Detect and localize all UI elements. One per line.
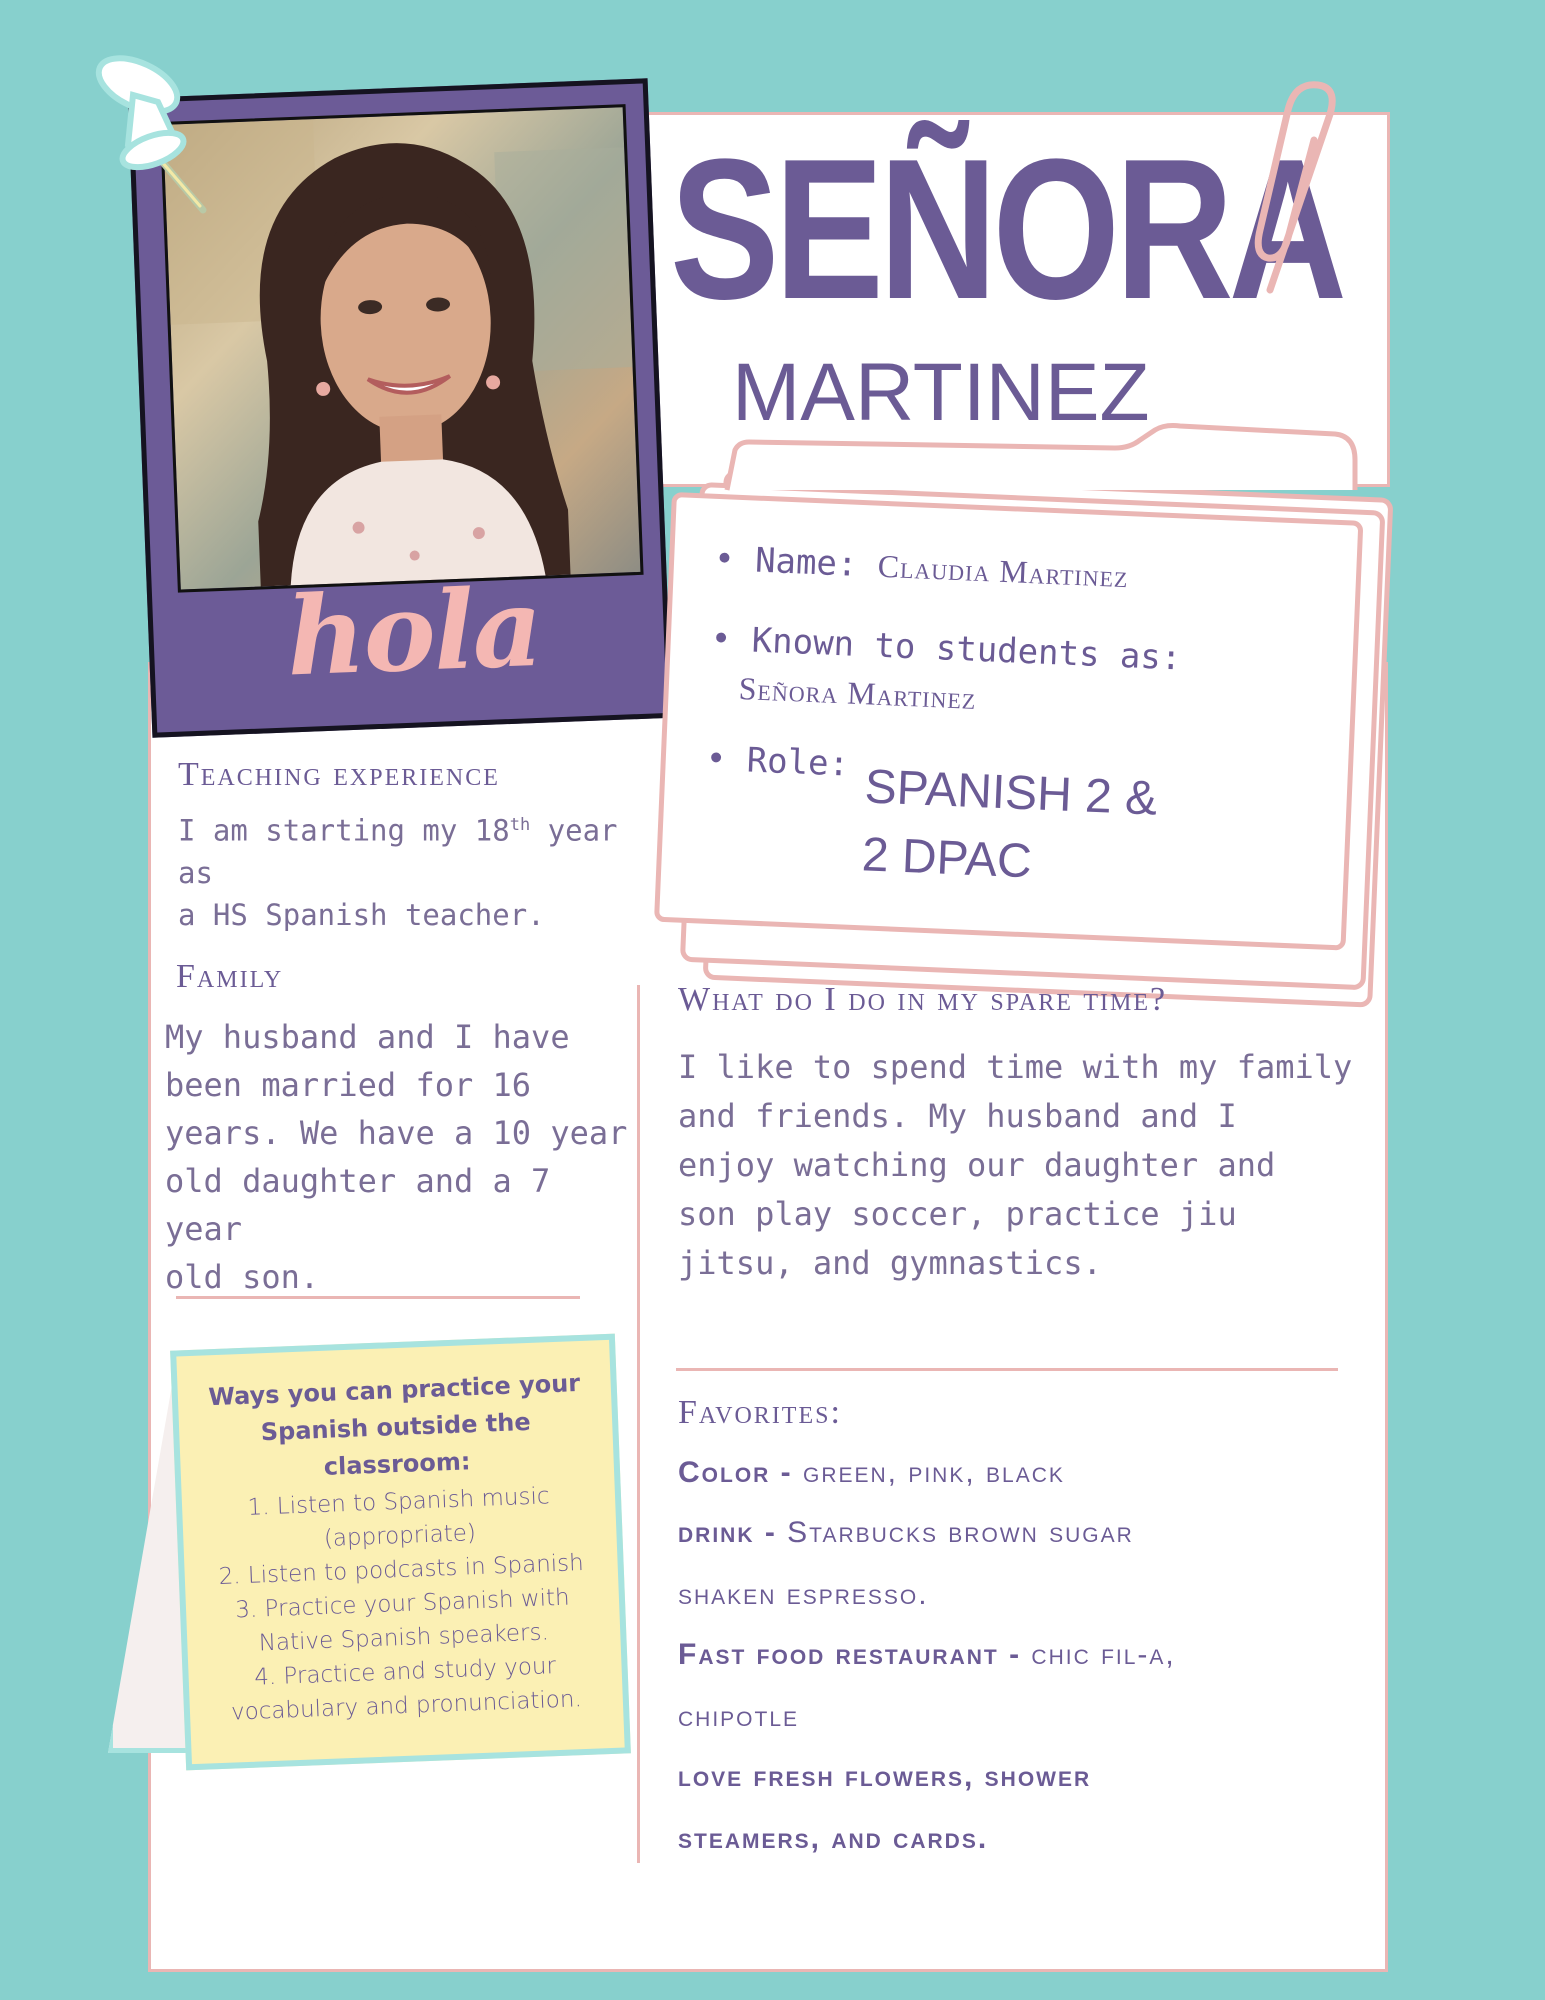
- favorite-food-value: chic fil-a,: [1021, 1638, 1176, 1671]
- family-line: old daughter and a 7 year: [165, 1162, 551, 1248]
- favorite-food-label: Fast food restaurant -: [678, 1638, 1022, 1671]
- favorite-color-label: Color -: [678, 1456, 793, 1489]
- practice-item: 3. Practice your Spanish with Native Spanish speakers.: [234, 1584, 571, 1657]
- family-line: years. We have a 10 year: [165, 1114, 628, 1152]
- spare-time-line: jitsu, and gymnastics.: [678, 1244, 1102, 1282]
- teaching-line-1: I am starting my 18th year as: [178, 813, 618, 890]
- role-value-line2: 2 DPAC: [860, 828, 1033, 889]
- role-label: Role:: [745, 740, 850, 785]
- family-line: My husband and I have: [165, 1018, 570, 1056]
- known-value: Señora Martinez: [738, 669, 978, 716]
- spare-time-divider: [676, 1368, 1338, 1371]
- role-row: [705, 739, 850, 785]
- favorite-love-1: love fresh flowers, shower: [678, 1760, 1092, 1793]
- teaching-text: [178, 804, 648, 936]
- name-row: [713, 539, 1129, 596]
- hola-caption: hola: [284, 564, 543, 701]
- spare-time-line: son play soccer, practice jiu: [678, 1195, 1237, 1233]
- family-divider: [176, 1296, 580, 1299]
- name-value: Claudia Martinez: [877, 547, 1130, 595]
- folder-tab: [715, 420, 1375, 500]
- column-divider: [637, 985, 640, 1863]
- favorite-drink: [678, 1516, 1134, 1550]
- family-line: old son.: [165, 1258, 320, 1296]
- known-bullet: •: [710, 618, 753, 661]
- practice-note: [170, 1334, 631, 1771]
- favorite-food-value-2: chipotle: [678, 1700, 800, 1733]
- teaching-line-2: a HS Spanish teacher.: [178, 897, 545, 932]
- family-heading: Family: [176, 958, 284, 995]
- role-value-line1: SPANISH 2 &: [863, 760, 1159, 826]
- info-card: [654, 492, 1363, 951]
- practice-list: [182, 1477, 624, 1731]
- known-row: [710, 619, 1182, 679]
- favorite-food: [678, 1638, 1176, 1672]
- push-pin-icon: [88, 50, 218, 220]
- family-line: been married for 16: [165, 1066, 532, 1104]
- spare-time-line: I like to spend time with my family: [678, 1048, 1353, 1086]
- practice-item: 1. Listen to Spanish music (appropriate): [247, 1483, 550, 1552]
- favorite-drink-continued: [678, 1578, 929, 1612]
- favorite-drink-value-2: shaken espresso.: [678, 1578, 929, 1611]
- name-bullet: •: [713, 538, 756, 581]
- family-text: [165, 1013, 645, 1301]
- favorite-love-2: steamers, and cards.: [678, 1822, 989, 1855]
- role-bullet: •: [705, 738, 748, 781]
- favorite-color-value: green, pink, black: [792, 1456, 1065, 1489]
- practice-item: 4. Practice and study your vocabulary and pronunciation.: [230, 1653, 583, 1726]
- favorite-color: [678, 1456, 1065, 1490]
- known-label: Known to students as:: [750, 620, 1183, 679]
- teaching-heading: Teaching experience: [178, 756, 500, 793]
- favorite-drink-label: drink -: [678, 1516, 777, 1549]
- spare-time-line: and friends. My husband and I: [678, 1097, 1237, 1135]
- spare-time-heading: What do I do in my spare time?: [678, 981, 1168, 1018]
- favorites-heading: Favorites:: [678, 1394, 842, 1431]
- name-label: Name:: [754, 540, 859, 585]
- note-title: Ways you can practice your Spanish outside the classroom:: [207, 1368, 581, 1481]
- teacher-photo: [160, 104, 644, 593]
- portrait-illustration: [163, 107, 641, 589]
- favorite-food-continued: [678, 1700, 799, 1734]
- paper-clip-icon: [1240, 80, 1350, 310]
- title-first-line: SEÑORA: [670, 118, 1343, 341]
- practice-item: 2. Listen to podcasts in Spanish: [218, 1549, 585, 1590]
- favorite-drink-value: Starbucks brown sugar: [776, 1516, 1134, 1549]
- title-second-line: MARTINEZ: [732, 347, 1150, 438]
- spare-time-text: [678, 1043, 1358, 1288]
- spare-time-line: enjoy watching our daughter and: [678, 1146, 1276, 1184]
